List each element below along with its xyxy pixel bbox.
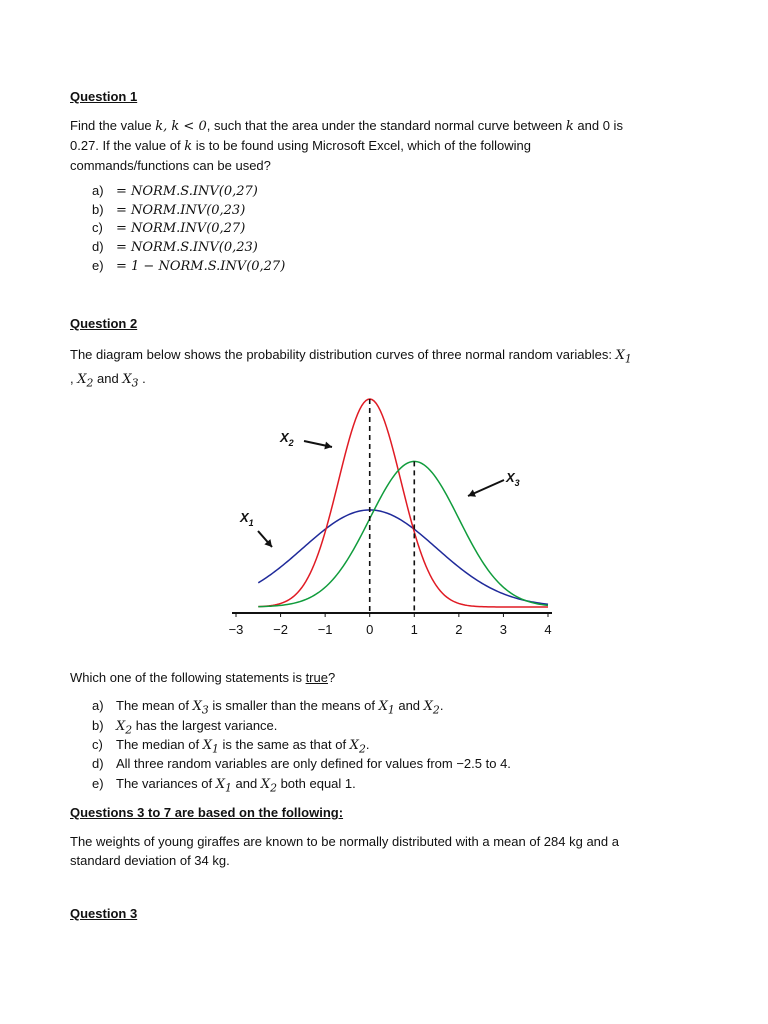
- var-x: X: [215, 777, 225, 792]
- option-text: and: [231, 776, 261, 791]
- option-text: = NORM.INV(0,23): [116, 203, 246, 218]
- series-label-x2: [279, 430, 294, 448]
- option-text: is the same as that of: [218, 737, 350, 752]
- var-x: X: [122, 371, 132, 387]
- q2-intro-text: .: [138, 370, 146, 386]
- q1-option-b: [92, 202, 245, 218]
- var-sub: 2: [358, 742, 366, 756]
- option-text: is smaller than the means of: [208, 698, 379, 713]
- var-x: X: [260, 777, 271, 792]
- q1-option-a: [92, 183, 258, 199]
- q1-text-part: , such that the area under the standard normal curve between: [206, 118, 566, 133]
- var-sub: 3: [201, 703, 209, 717]
- x-tick-label: −2: [273, 622, 288, 637]
- q2-option-b: [92, 718, 277, 737]
- series-label-sub: 1: [248, 518, 254, 528]
- q1-option-e: [92, 258, 285, 274]
- option-label: b): [92, 718, 104, 733]
- var-x: X: [77, 371, 87, 387]
- q1-math-k: k: [565, 119, 574, 134]
- q2-question-text: ?: [327, 670, 336, 685]
- option-text: = 1 − NORM.S.INV(0,27): [116, 259, 286, 274]
- q3to7-heading: Questions 3 to 7 are based on the following:: [70, 805, 344, 820]
- q3to7-text: [70, 832, 710, 870]
- var-x: X: [202, 738, 212, 753]
- option-text: = NORM.S.INV(0,23): [116, 240, 258, 255]
- option-text: and: [394, 698, 424, 713]
- option-label: e): [92, 776, 104, 791]
- option-text: has the largest variance.: [132, 718, 278, 733]
- series-label-x: X: [280, 430, 289, 445]
- q2-question-text: Which one of the following statements is: [70, 670, 306, 685]
- q1-text-line: commands/functions can be used?: [70, 158, 271, 173]
- option-label: c): [92, 220, 103, 235]
- q1-heading: Question 1: [70, 89, 138, 104]
- q3to7-text-line: standard deviation of 34 kg.: [70, 853, 230, 868]
- q2-intro-text: The diagram below shows the probability distribution curves of three normal random variables:: [70, 347, 616, 362]
- var-sub: 2: [86, 376, 94, 390]
- option-text: both equal 1.: [276, 776, 356, 791]
- x-tick-label: 2: [455, 622, 463, 637]
- var-sub: 2: [125, 723, 133, 737]
- option-text: All three random variables are only defined for values from −2.5 to 4.: [116, 756, 511, 771]
- var-sub: 2: [432, 703, 440, 717]
- q1-option-d: [92, 239, 258, 255]
- series-label-x3: [505, 470, 520, 488]
- x-tick-label: 3: [499, 622, 508, 637]
- option-label: a): [92, 698, 104, 713]
- curve-x2: [258, 399, 548, 607]
- var-sub: 1: [211, 742, 219, 756]
- option-label: d): [92, 239, 104, 254]
- q1-text-part: is to be found using Microsoft Excel, which of the following: [192, 138, 531, 153]
- curve-x3: [258, 461, 548, 606]
- q1-option-c: [92, 220, 245, 236]
- q2-question-true: true: [305, 670, 328, 685]
- option-text: = NORM.S.INV(0,27): [116, 184, 258, 199]
- var-x: X: [116, 719, 126, 734]
- x-tick-label: 1: [410, 622, 418, 637]
- var-x: X: [615, 348, 625, 363]
- var-sub: 1: [624, 352, 632, 366]
- option-text: The mean of: [116, 698, 193, 713]
- var-x: X: [378, 699, 388, 714]
- q1-math-k: k, k < 0: [155, 119, 207, 134]
- q1-math-k: k: [184, 139, 193, 154]
- option-label: e): [92, 258, 104, 273]
- option-text: The variances of: [116, 776, 216, 791]
- var-x: X: [192, 699, 202, 714]
- x-tick-label: −3: [228, 622, 244, 637]
- var-sub: 1: [224, 781, 232, 795]
- q2-option-c: [92, 737, 369, 756]
- var-x: X: [423, 699, 433, 714]
- var-x: X: [349, 738, 359, 753]
- normal-curves-chart: [200, 385, 580, 645]
- q2-intro-text: and: [93, 370, 123, 386]
- series-label-sub: 3: [514, 478, 520, 488]
- x-tick-label: 0: [366, 622, 374, 637]
- q1-text-part: Find the value: [70, 118, 156, 133]
- series-label-x1: [239, 510, 254, 528]
- series-label-sub: 2: [288, 438, 294, 448]
- var-sub: 2: [270, 781, 277, 795]
- arrow-head-x2: [324, 442, 332, 450]
- option-text: .: [439, 698, 444, 713]
- series-label-x: X: [240, 510, 249, 525]
- q1-text: [70, 116, 710, 175]
- option-label: a): [92, 183, 104, 198]
- q3to7-text-line: The weights of young giraffes are known to be normally distributed with a mean of 284 kg and a: [70, 834, 619, 849]
- option-text: = NORM.INV(0,27): [116, 221, 246, 236]
- option-text: The median of: [116, 737, 203, 752]
- q2-option-e: [92, 776, 356, 795]
- q3-heading: Question 3: [70, 906, 138, 921]
- option-label: b): [92, 202, 104, 217]
- var-sub: 3: [131, 376, 139, 390]
- option-label: d): [92, 756, 104, 771]
- q2-option-a: [92, 698, 443, 717]
- x-tick-label: 4: [544, 622, 552, 637]
- var-sub: 1: [387, 703, 395, 717]
- option-label: c): [92, 737, 103, 752]
- q2-heading: Question 2: [70, 316, 138, 331]
- x-tick-label: −1: [317, 622, 333, 637]
- option-text: .: [365, 737, 370, 752]
- q2-question: [70, 670, 335, 685]
- q1-text-part: and 0 is: [573, 118, 623, 133]
- curve-x1: [258, 510, 548, 604]
- series-label-x: X: [506, 470, 515, 485]
- q2-option-d: [92, 756, 511, 771]
- q2-intro-text: ,: [70, 370, 78, 386]
- q1-text-part: 0.27. If the value of: [70, 138, 185, 153]
